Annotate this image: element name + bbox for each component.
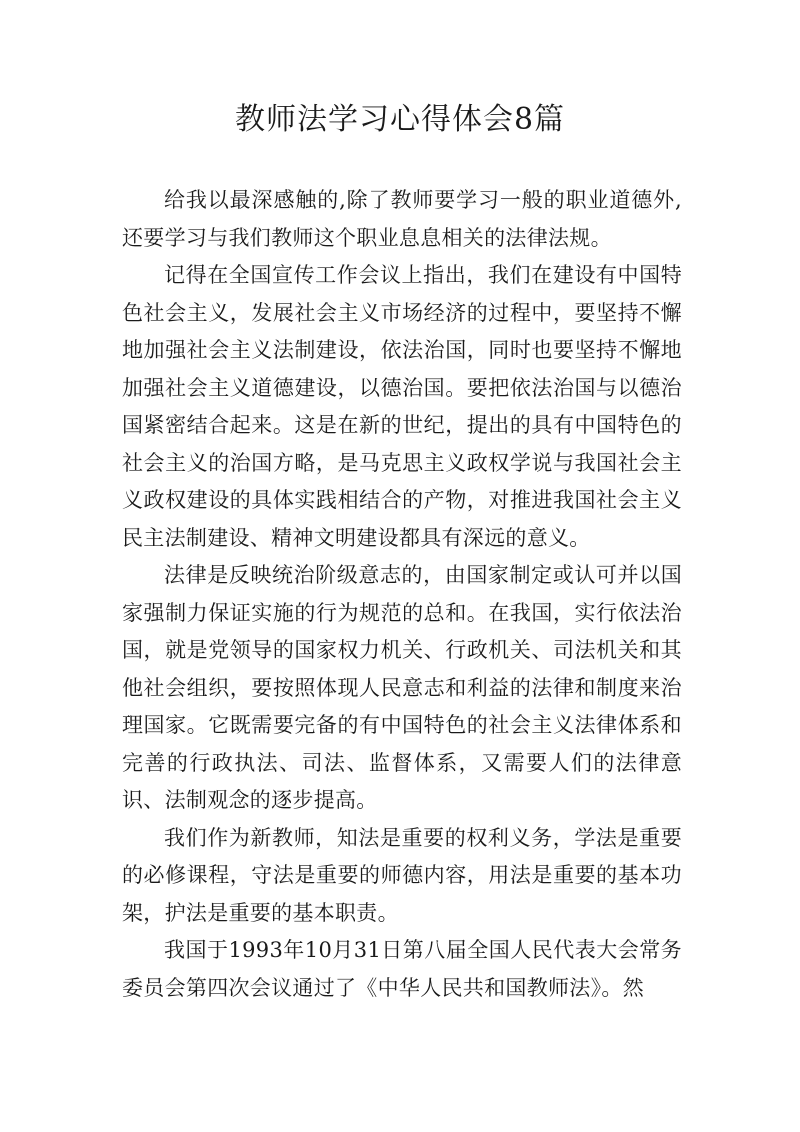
paragraph: 我们作为新教师，知法是重要的权利义务，学法是重要的必修课程，守法是重要的师德内容，用法是重要的基本功架，护法是重要的基本职责。 bbox=[122, 825, 682, 925]
document-title: 教师法学习心得体会8篇 bbox=[234, 102, 566, 137]
paragraph: 法律是反映统治阶级意志的，由国家制定或认可并以国家强制力保证实施的行为规范的总和。在我国，实行依法治国，就是党领导的国家权力机关、行政机关、司法机关和其他社会组织，要按照体现人民意志和利益的法律和制度来治理国家。它既需要完备的有中国特色的社会主义法律体系和完善的行政执法、司法、监督体系，又需要人们的法律意识、法制观念的逐步提高。 bbox=[122, 563, 682, 812]
paragraph: 我国于1993年10月31日第八届全国人民代表大会常务委员会第四次会议通过了《中华人民共和国教师法》。然 bbox=[122, 938, 682, 1000]
paragraph: 记得在全国宣传工作会议上指出，我们在建设有中国特色社会主义，发展社会主义市场经济的过程中，要坚持不懈地加强社会主义法制建设，依法治国，同时也要坚持不懈地加强社会主义道德建设，以德治国。要把依法治国与以德治国紧密结合起来。这是在新的世纪，提出的具有中国特色的社会主义的治国方略，是马克思主义政权学说与我国社会主义政权建设的具体实践相结合的产物，对推进我国社会主义民主法制建设、精神文明建设都具有深远的意义。 bbox=[122, 263, 682, 550]
document-body bbox=[122, 182, 682, 1007]
paragraph: 给我以最深感触的,除了教师要学习一般的职业道德外,还要学习与我们教师这个职业息息相关的法律法规。 bbox=[122, 188, 682, 250]
